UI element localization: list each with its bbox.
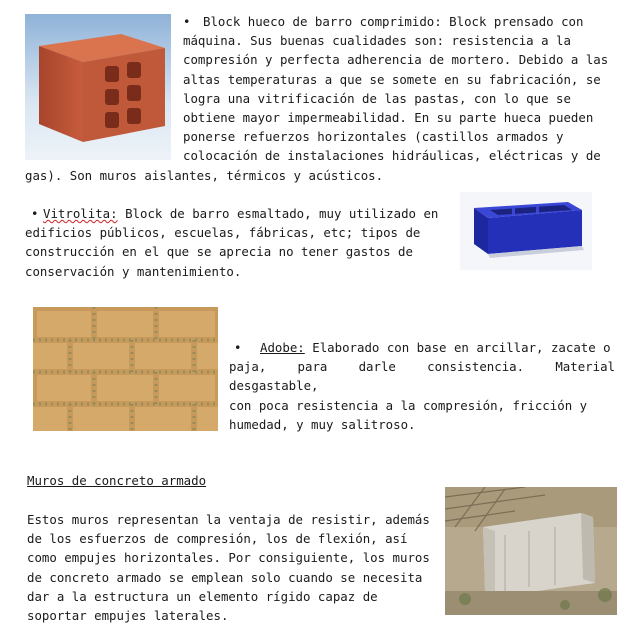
section-hollow-block-line-5: logra una vitrificación de las pastas, con lo que se: [183, 90, 571, 106]
section-adobe-line-2: paja, para darle consistencia. Material desgastable,: [229, 359, 615, 394]
section-vitrolita-line-1: • Vitrolita: Block de barro esmaltado, muy utilizado en: [25, 204, 445, 223]
section-vitrolita: [25, 204, 445, 281]
label-adobe: Adobe:: [260, 340, 305, 355]
section-adobe-line-3: con poca resistencia a la compresión, fricción y: [229, 397, 588, 413]
section-vitrolita-line-2: edificios públicos, escuelas, fábricas, etc; tipos de: [25, 225, 421, 241]
section-concrete-line-2: de los esfuerzos de compresión, los de flexión, así: [27, 531, 408, 547]
section-concrete-line-3: como empujes horizontales. Por consiguiente, los muros: [27, 550, 430, 566]
concrete-wall-photo: [445, 487, 617, 615]
bullet: •: [183, 14, 191, 29]
section-concrete-line-5: dar a la estructura un elemento rígido capaz de: [27, 588, 378, 604]
label-vitrolita: Vitrolita:: [43, 206, 118, 221]
glazed-block-photo: [460, 192, 592, 270]
section-concrete-line-6: soportar empujes laterales.: [27, 608, 229, 624]
section-hollow-block-line-3: compresión y perfecta adherencia de mortero. Debido a las: [183, 52, 609, 68]
section-hollow-block-line-7: ponerse refuerzos horizontales (castillos armados y: [183, 129, 564, 145]
section-adobe: [229, 338, 615, 434]
section-vitrolita-line-3: construcción en el que se aprecia no tener gastos de: [25, 244, 413, 260]
section-hollow-block-line-9: gas). Son muros aislantes, térmicos y acústicos.: [25, 167, 384, 183]
section-hollow-block-line-6: obtiene mayor impermeabilidad. En su parte hueca pueden: [183, 110, 594, 126]
adobe-wall-photo: [33, 307, 218, 431]
section-concrete: [27, 510, 431, 625]
section-hollow-block-line-1: • Block hueco de barro comprimido: Block prensado con: [183, 12, 617, 31]
section-hollow-block-line-2: máquina. Sus buenas cualidades son: resistencia a la: [183, 33, 571, 49]
section-hollow-block: [25, 12, 617, 185]
section-hollow-block-line-4: altas temperaturas a que se somete en su fabricación, se: [183, 71, 601, 87]
concrete-heading: Muros de concreto armado: [27, 473, 207, 488]
bullet: •: [234, 340, 242, 355]
section-concrete-line-1: Estos muros representan la ventaja de resistir, además: [27, 512, 430, 527]
section-concrete-line-4: de concreto armado se emplean solo cuando se necesita: [27, 569, 423, 585]
section-adobe-line-4: humedad, y muy salitroso.: [229, 416, 416, 432]
section-hollow-block-line-8: colocación de instalaciones hidráulicas, eléctricas y de: [183, 148, 601, 164]
section-vitrolita-line-4: conservación y mantenimiento.: [25, 263, 242, 279]
bullet: •: [31, 206, 39, 221]
section-adobe-line-1: • Adobe: Elaborado con base en arcillar, zacate o: [229, 338, 615, 357]
